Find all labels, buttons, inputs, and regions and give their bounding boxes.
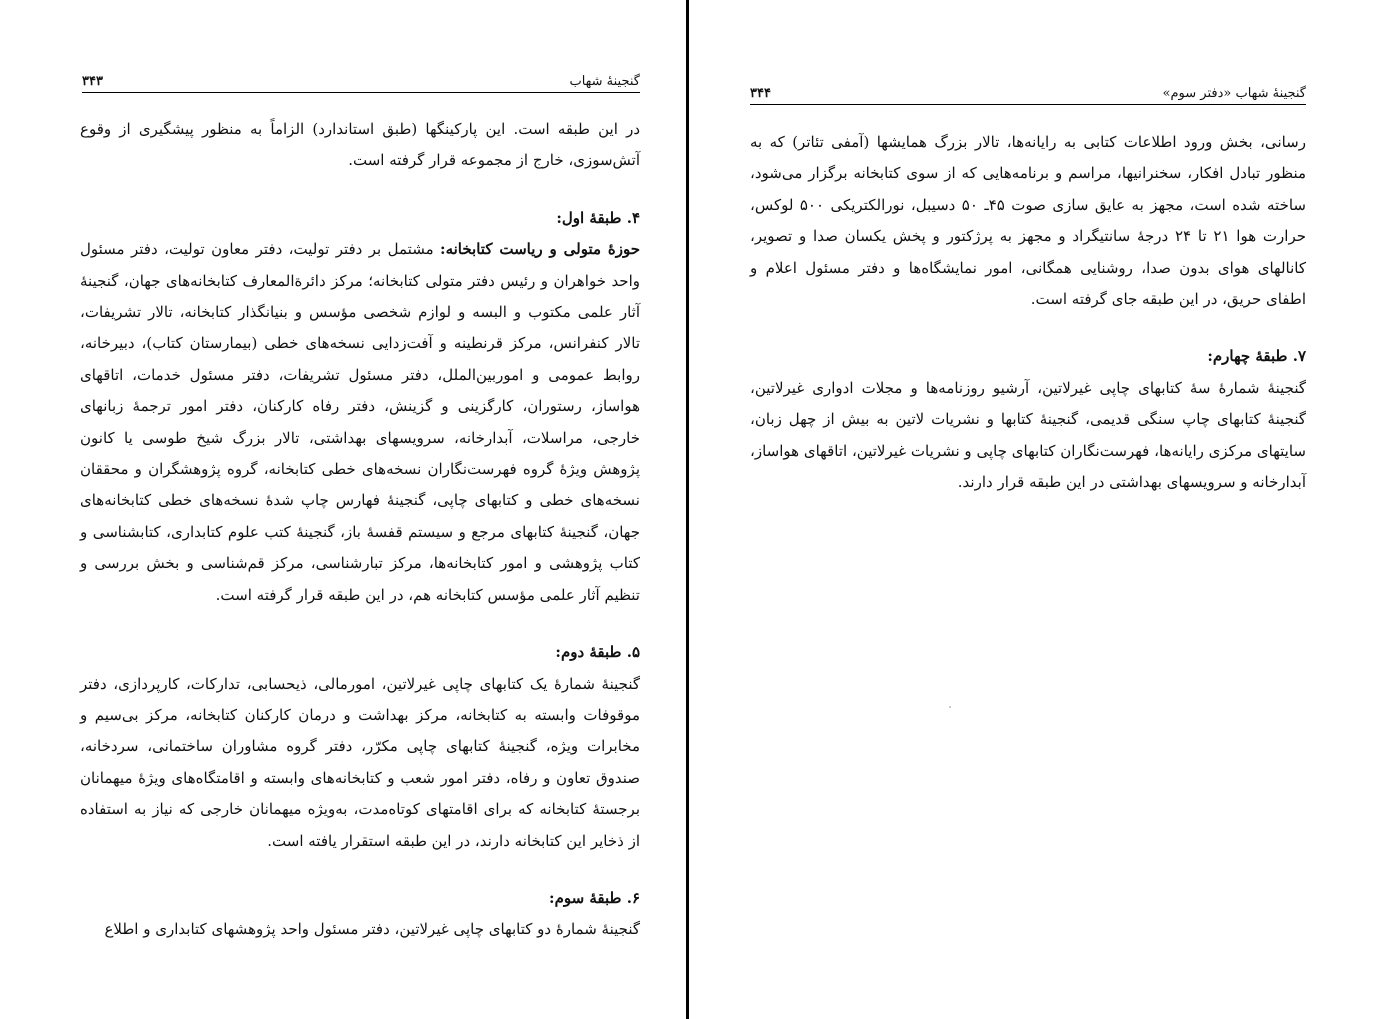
section-first-floor — [80, 203, 640, 611]
body-text — [80, 114, 640, 946]
body-text — [750, 127, 1306, 498]
scan-speck — [949, 706, 951, 708]
right-page — [692, 0, 1375, 1019]
section-heading: ۴. طبقهٔ اول: — [556, 208, 640, 227]
running-head — [82, 68, 640, 93]
running-head-title: گنجینهٔ شهاب «دفتر سوم» — [1162, 86, 1306, 101]
paragraph: گنجینهٔ شمارهٔ سهٔ کتابهای چاپی غیرلاتین، آرشیو روزنامه‌ها و مجلات ادواری غیرلاتین، گنجینهٔ کتابهای چاپ سنگی قدیمی، گنجینهٔ کتابها و نشریات لاتین به بیش از چهل زبان، سایتهای مرکزی رایانه‌ها، فهرست‌نگاران کتابهای چاپی و نشریات غیرلاتین، اتاقهای هواساز، آبدارخانه و سرویسهای بهداشتی در این طبقه قرار دارند. — [750, 378, 1306, 492]
running-head — [750, 80, 1306, 105]
page-number: ۳۴۴ — [750, 86, 771, 101]
section-fourth-floor — [750, 341, 1306, 498]
book-spine-divider — [686, 0, 689, 1019]
running-head-title: گنجینهٔ شهاب — [569, 74, 640, 89]
page-number: ۳۴۳ — [82, 74, 103, 89]
lead-phrase: حوزهٔ متولی و ریاست کتابخانه: — [440, 240, 640, 259]
section-second-floor — [80, 637, 640, 857]
section-heading: ۷. طبقهٔ چهارم: — [1207, 347, 1306, 366]
paragraph-body: مشتمل بر دفتر تولیت، دفتر معاون تولیت، دفتر مسئول واحد خواهران و رئیس دفتر متولی کتابخانه؛ مرکز دائرةالمعارف کتابخانه‌های جهان، گنجینهٔ آثار علمی مکتوب و البسه و لوازم شخصی مؤسس و بنیانگذار کتابخانه، تالار تشریفات، تالار کنفرانس، مرکز قرنطینه و آفت‌زدایی نسخه‌های خطی (بیمارستان کتاب)، دبیرخانه، روابط عمومی و اموربین‌الملل، دفتر مسئول تشریفات، دفتر مسئول خدمات، اتاقهای هواساز، رستوران، کارگزینی و گزینش، دفتر رفاه کارکنان، دفتر امور ترجمهٔ زبانهای خارجی، مراسلات، آبدارخانه، سرویسهای بهداشتی، تالار بزرگ شیخ طوسی یا کانون پژوهش ویژهٔ گروه فهرست‌نگاران نسخه‌های خطی کتابخانه، گروه پژوهشگران و محققان نسخه‌های خطی و کتابهای چاپی، گنجینهٔ فهارس چاپ شدهٔ نسخه‌های خطی کتابخانه‌های جهان، گنجینهٔ کتابهای مرجع و سیستم قفسهٔ باز، گنجینهٔ کتب علوم کتابداری، کتابشناسی و کتاب پژوهشی و امور کتابخانه‌ها، مرکز تبارشناسی، مرکز قم‌شناسی و بخش بررسی و تنظیم آثار علمی مؤسس کتابخانه هم، در این طبقه قرار گرفته است. — [80, 240, 640, 604]
continuation-paragraph — [750, 127, 1306, 315]
section-heading: ۵. طبقهٔ دوم: — [555, 643, 640, 662]
paragraph: رسانی، بخش ورود اطلاعات کتابی به رایانه‌ها، تالار بزرگ همایشها (آمفی تئاتر) که به منظور تبادل افکار، سخنرانیها، مراسم و برنامه‌هایی که از سوی کتابخانه برگزار می‌شود، ساخته شده است، مجهز به عایق سازی صوت ۴۵ـ ۵۰ دسیبل، نورالکتریکی ۵۰۰ لوکس، حرارت هوا ۲۱ تا ۲۴ درجهٔ سانتیگراد و مجهز به پرژکتور و پخش یکسان صدا و تصویر، کانالهای هوای بدون صدا، روشنایی همگانی، امور نمایشگاه‌ها و دفتر مسئول اعلام و اطفای حریق، در این طبقه جای گرفته است. — [750, 133, 1306, 309]
section-third-floor — [80, 883, 640, 946]
paragraph — [80, 234, 640, 611]
section-heading: ۶. طبقهٔ سوم: — [549, 888, 640, 907]
left-page — [0, 0, 686, 1019]
paragraph: در این طبقه است. این پارکینگها (طبق استاندارد) الزاماً به منظور پیشگیری از وقوع آتش‌سوزی، خارج از مجموعه قرار گرفته است. — [80, 120, 640, 170]
continuation-paragraph — [80, 114, 640, 177]
paragraph: گنجینهٔ شمارهٔ دو کتابهای چاپی غیرلاتین، دفتر مسئول واحد پژوهشهای کتابداری و اطلاع — [104, 920, 640, 939]
paragraph: گنجینهٔ شمارهٔ یک کتابهای چاپی غیرلاتین، امورمالی، ذیحسابی، تدارکات، کارپردازی، دفتر موقوفات وابسته به کتابخانه، مرکز بهداشت و درمان کارکنان کتابخانه، مرکز بی‌سیم و مخابرات ویژه، گنجینهٔ کتابهای چاپی مکرّر، دفتر گروه مشاوران ساختمانی، سردخانه، صندوق تعاون و رفاه، دفتر امور شعب و کتابخانه‌های وابسته و اقامتگاه‌های ویژهٔ میهمانان برجستهٔ کتابخانه که برای اقامتهای کوتاه‌مدت، به‌ویژه میهمانان خارجی که نیاز به استفاده از ذخایر این کتابخانه دارند، در این طبقه استقرار یافته است. — [80, 674, 640, 850]
